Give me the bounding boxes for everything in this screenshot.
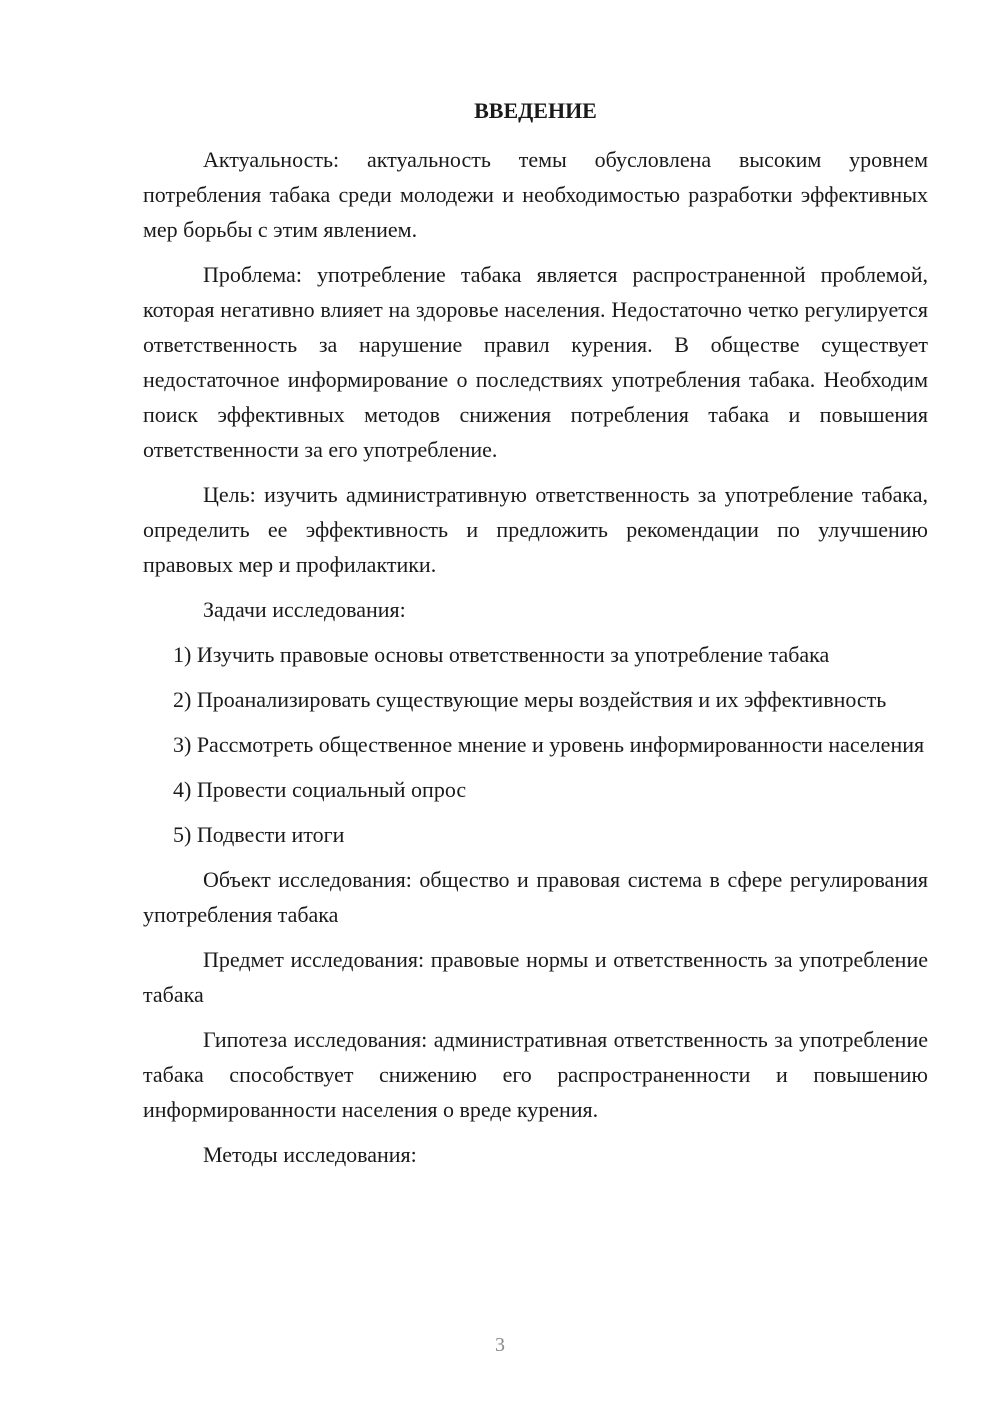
list-item-task-1: 1) Изучить правовые основы ответственности за употребление табака: [173, 642, 830, 667]
list-item-task-2: 2) Проанализировать существующие меры воздействия и их эффективность: [173, 687, 887, 712]
paragraph-tasks-heading: Задачи исследования:: [203, 597, 406, 622]
paragraph-methods: Методы исследования:: [203, 1142, 417, 1167]
paragraph-goal: Цель: изучить административную ответственность за употребление табака, определить ее эффективность и предложить рекомендации по улучшению правовых мер и профилактики.: [143, 482, 928, 577]
list-item-task-3: 3) Рассмотреть общественное мнение и уровень информированности населения: [173, 732, 925, 757]
list-item-task-4: 4) Провести социальный опрос: [173, 777, 467, 802]
page-number: 3: [495, 1334, 505, 1356]
document-body: [143, 142, 928, 1182]
page-title: ВВЕДЕНИЕ: [474, 98, 597, 123]
paragraph-object: Объект исследования: общество и правовая система в сфере регулирования употребления табака: [143, 867, 928, 927]
paragraph-subject: Предмет исследования: правовые нормы и ответственность за употребление табака: [143, 947, 928, 1007]
paragraph-hypothesis: Гипотеза исследования: административная ответственность за употребление табака способствует снижению его распространенности и повышению информированности населения о вреде курения.: [143, 1027, 928, 1122]
paragraph-relevance: Актуальность: актуальность темы обусловлена высоким уровнем потребления табака среди молодежи и необходимостью разработки эффективных мер борьбы с этим явлением.: [143, 147, 928, 242]
list-item-task-5: 5) Подвести итоги: [173, 822, 345, 847]
paragraph-problem: Проблема: употребление табака является распространенной проблемой, которая негативно влияет на здоровье населения. Недостаточно четко регулируется ответственность за нарушение правил курения. В обществе существует недостаточное информирование о последствиях употребления табака. Необходим поиск эффективных методов снижения потребления табака и повышения ответственности за его употребление.: [143, 262, 928, 462]
